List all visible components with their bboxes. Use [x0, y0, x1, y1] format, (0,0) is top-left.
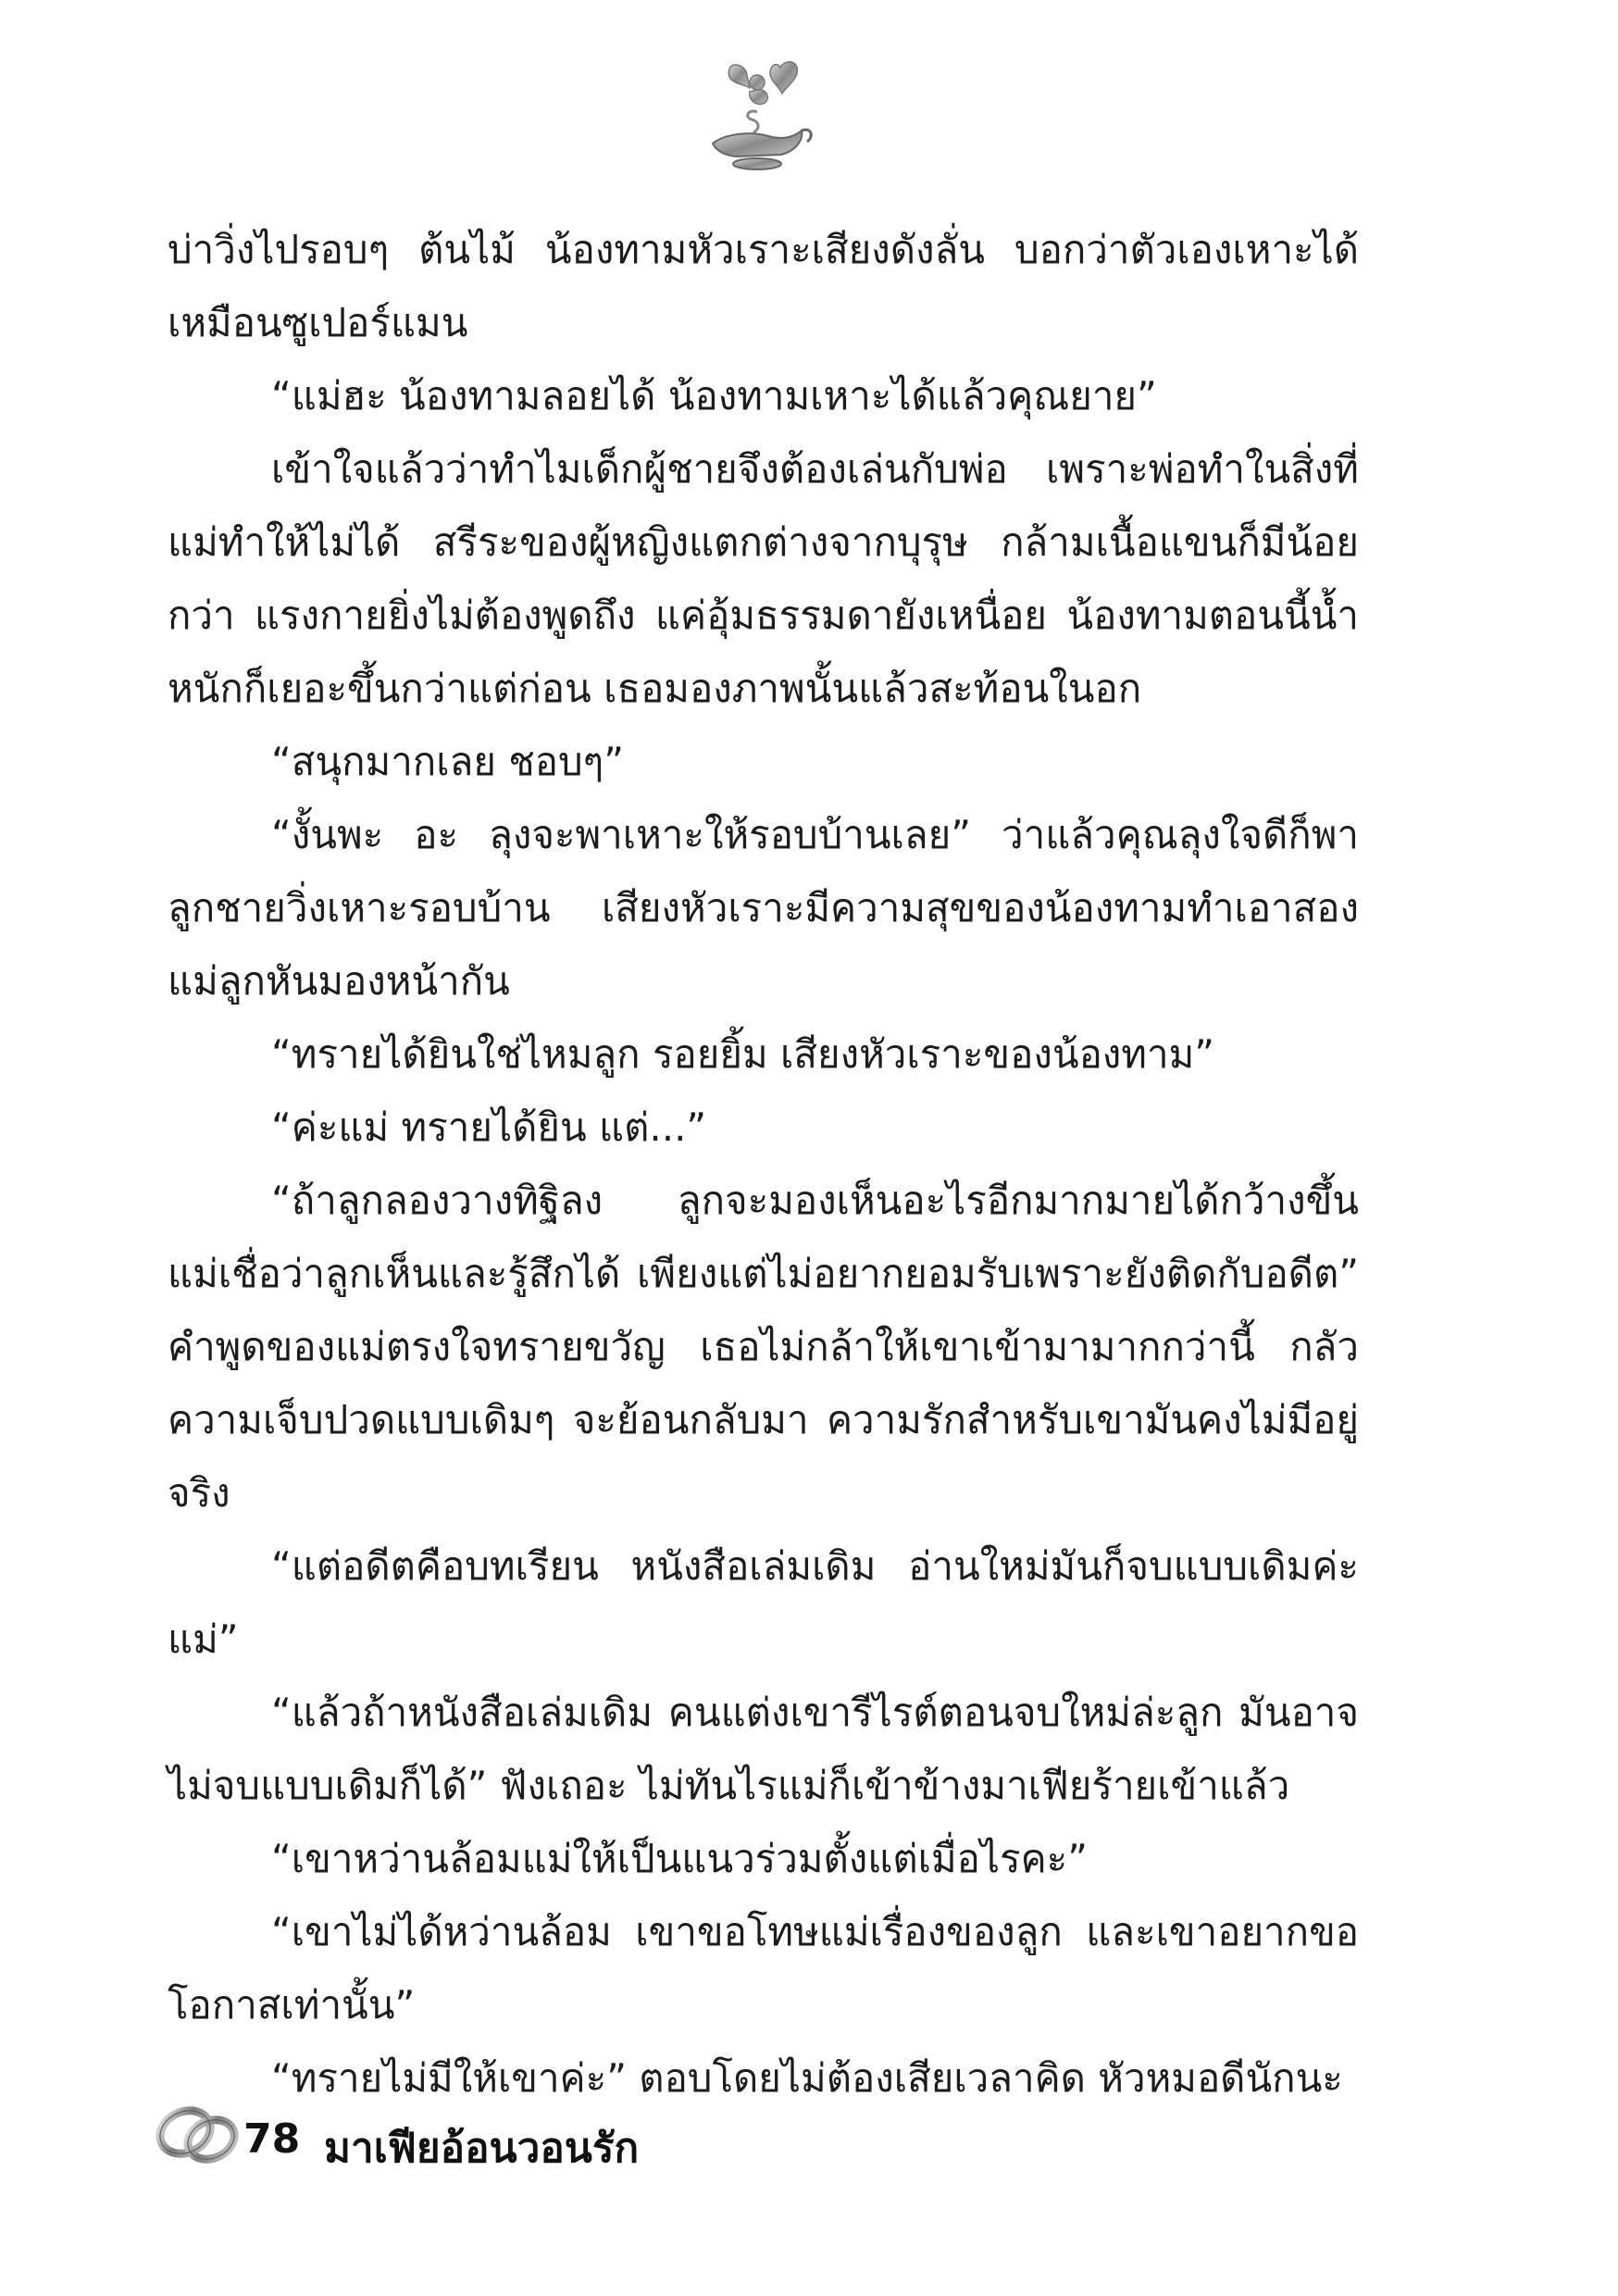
paragraph: “ค่ะแม่ ทรายได้ยิน แต่...” [271, 1104, 707, 1150]
book-title: มาเฟียอ้อนวอนรัก [324, 2125, 640, 2172]
body-text [168, 213, 1359, 2115]
paragraph: “สนุกมากเลย ชอบๆ” [271, 739, 624, 784]
paragraph: “แล้วถ้าหนังสือเล่มเดิม คนแต่งเขารีไรต์ตอนจบใหม่ล่ะลูก มันอาจไม่จบแบบเดิมก็ได้” ฟังเถอะ ไม่ทันไรแม่ก็เข้าข้างมาเฟียร้ายเข้าแล้ว [168, 1690, 1359, 1808]
paragraph: “แม่ฮะ น้องทามลอยได้ น้องทามเหาะได้แล้วคุณยาย” [271, 373, 1157, 418]
paragraph: เข้าใจแล้วว่าทำไมเด็กผู้ชายจึงต้องเล่นกับพ่อ เพราะพ่อทำในสิ่งที่แม่ทำให้ไม่ได้ สรีระของผู้หญิงแตกต่างจากบุรุษ กล้ามเนื้อแขนก็มีน้อยกว่า แรงกายยิ่งไม่ต้องพูดถึง แค่อุ้มธรรมดายังเหนื่อย น้องทามตอนนี้น้ำหนักก็เยอะขึ้นกว่าแต่ก่อน เธอมองภาพนั้นแล้วสะท้อนในอก [168, 446, 1359, 711]
paragraph: “ทรายไม่มีให้เขาค่ะ” ตอบโดยไม่ต้องเสียเวลาคิด หัวหมอดีนักนะ [271, 2055, 1343, 2101]
paragraph: “งั้นพะ อะ ลุงจะพาเหาะให้รอบบ้านเลย” ว่าแล้วคุณลุงใจดีก็พาลูกชายวิ่งเหาะรอบบ้าน เสียงหัวเราะมีความสุขของน้องทามทำเอาสองแม่ลูกหันมองหน้ากัน [168, 812, 1359, 1004]
paragraph: “ทรายได้ยินใช่ไหมลูก รอยยิ้ม เสียงหัวเราะของน้องทาม” [271, 1031, 1215, 1077]
paragraph: “ถ้าลูกลองวางทิฐิลง ลูกจะมองเห็นอะไรอีกมากมายได้กว้างขึ้น แม่เชื่อว่าลูกเห็นและรู้สึกได้ เพียงแต่ไม่อยากยอมรับเพราะยังติดกับอดีต” คำพูดของแม่ตรงใจทรายขวัญ เธอไม่กล้าให้เขาเข้ามามากกว่านี้ กลัวความเจ็บปวดแบบเดิมๆ จะย้อนกลับมา ความรักสำหรับเขามันคงไม่มีอยู่จริง [168, 1178, 1359, 1516]
cupid-lamp-ornament-icon [692, 51, 822, 181]
page-footer [148, 2078, 1074, 2190]
paragraph: “เขาไม่ได้หว่านล้อม เขาขอโทษแม่เรื่องของลูก และเขาอยากขอโอกาสเท่านั้น” [168, 1909, 1359, 2028]
paragraph: “แต่อดีตคือบทเรียน หนังสือเล่มเดิม อ่านใหม่มันก็จบแบบเดิมค่ะแม่” [168, 1543, 1359, 1662]
wedding-rings-icon [148, 2078, 250, 2180]
paragraph: “เขาหว่านล้อมแม่ให้เป็นแนวร่วมตั้งแต่เมื่อไรคะ” [271, 1836, 1088, 1881]
page-number: 78 [243, 2115, 301, 2163]
paragraph: บ่าวิ่งไปรอบๆ ต้นไม้ น้องทามหัวเราะเสียงดังลั่น บอกว่าตัวเองเหาะได้เหมือนซูเปอร์แมน [168, 227, 1359, 345]
